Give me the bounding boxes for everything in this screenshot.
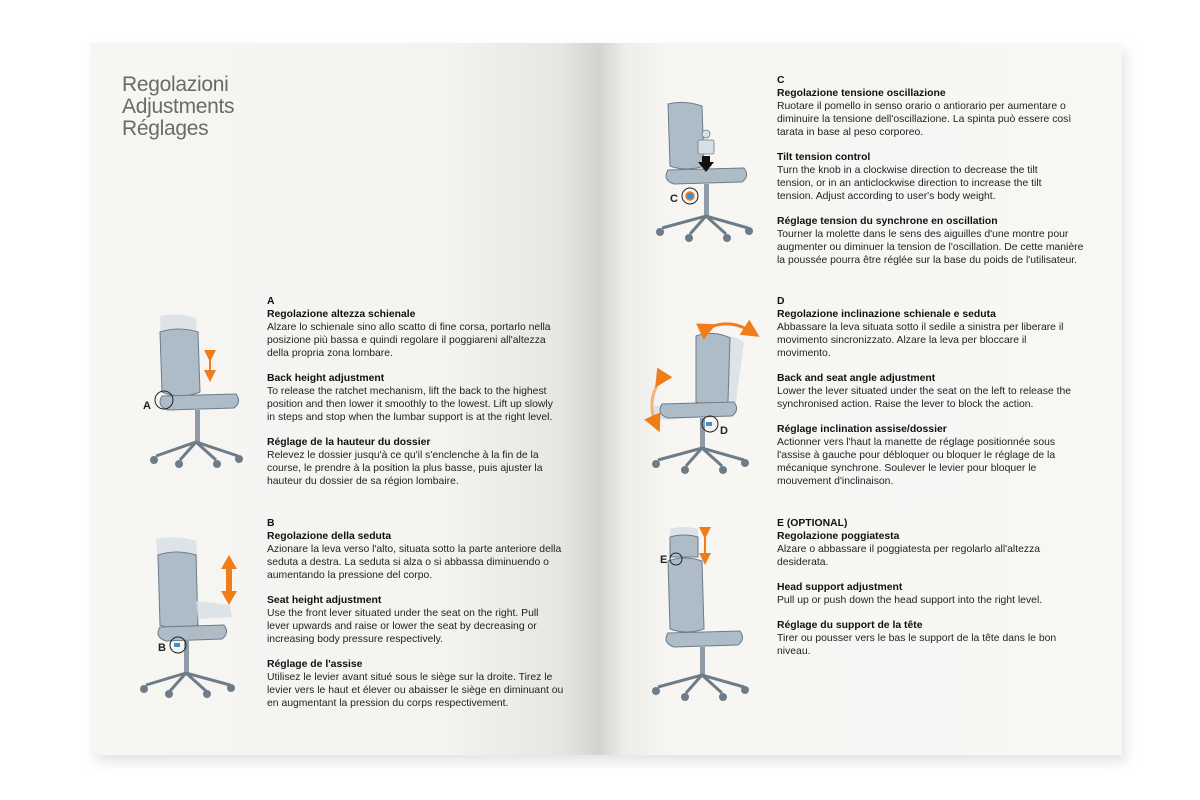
section-letter: D — [777, 296, 785, 307]
section-e — [777, 517, 1097, 658]
chair-illustration-a — [138, 310, 253, 475]
text-line: mouvement d'inclinaison. — [777, 476, 894, 487]
heading-fr: Réglage de l'assise — [267, 659, 363, 670]
heading-en: Back and seat angle adjustment — [777, 373, 936, 384]
section-letter: B — [267, 518, 275, 529]
text-line: Alzare lo schienale sino allo scatto di fine corsa, portarlo nella — [267, 322, 551, 333]
text-line: Tourner la molette dans le sens des aiguilles d'une montre pour — [777, 229, 1069, 240]
text-line: Relevez le dossier jusqu'à ce qu'il s'enclenche à la fin de la — [267, 450, 539, 461]
heading-it: Regolazione inclinazione schienale e seduta — [777, 309, 996, 320]
text-line: Turn the knob in a clockwise direction to decrease the tilt — [777, 165, 1038, 176]
text-line: in steps and stop when the lumbar support is at the right level. — [267, 412, 553, 423]
text-line: Azionare la leva verso l'alto, situata sotto la parte anteriore della — [267, 544, 562, 555]
heading-en: Tilt tension control — [777, 152, 871, 163]
text-line: course, le prendre à la position la plus basse, puis ajuster la — [267, 463, 543, 474]
figure-label-b: B — [158, 642, 166, 654]
heading-it: Regolazione della seduta — [267, 531, 392, 542]
figure-label-c: C — [670, 193, 678, 205]
heading-en: Head support adjustment — [777, 582, 903, 593]
heading-it: Regolazione poggiatesta — [777, 531, 900, 542]
text-line: tension. Adjust according to user's body weight. — [777, 191, 996, 202]
text-line: mécanique synchrone. Soulever le levier pour bloquer le — [777, 463, 1037, 474]
heading-en: Seat height adjustment — [267, 595, 382, 606]
text-line: synchronised action. Raise the lever to block the action. — [777, 399, 1034, 410]
section-letter: A — [267, 296, 275, 307]
text-line: Lower the lever situated under the seat on the left to release the — [777, 386, 1072, 397]
text-line: della propria zona lombare. — [267, 348, 393, 359]
text-line: Ruotare il pomello in senso orario o antiorario per aumentare o — [777, 101, 1066, 112]
text-line: l'assise à gauche pour débloquer ou bloquer le réglage de la — [777, 450, 1056, 461]
title-fr: Réglages — [122, 117, 209, 140]
text-line: Alzare o abbassare il poggiatesta per regolarlo all'altezza — [777, 544, 1041, 555]
heading-en: Back height adjustment — [267, 373, 385, 384]
text-line: Actionner vers l'haut la manette de réglage positionnée sous — [777, 437, 1056, 448]
title-en: Adjustments — [122, 95, 235, 118]
chair-illustration-b — [138, 535, 253, 700]
heading-it: Regolazione altezza schienale — [267, 309, 416, 320]
text-line: Tirer ou pousser vers le bas le support de la tête dans le bon — [777, 633, 1057, 644]
text-line: Pull up or push down the head support into the right level. — [777, 595, 1043, 606]
text-line: diminuire la tensione dell'oscillazione. La spinta può essere così — [777, 114, 1072, 125]
title-it: Regolazioni — [122, 73, 229, 96]
text-line: Abbassare la leva situata sotto il sedile a sinistra per liberare il — [777, 322, 1064, 333]
section-d — [777, 295, 1097, 488]
chair-illustration-e — [640, 525, 755, 705]
text-line: position and then lower it smoothly to the lowest. Lift up slowly — [267, 399, 553, 410]
text-line: posizione più bassa e quindi regolare il poggiareni all'altezza — [267, 335, 546, 346]
figure-label-d: D — [720, 425, 728, 437]
figure-label-e: E — [660, 554, 668, 566]
text-line: lever upwards and raise or lower the seat by decreasing or — [267, 621, 537, 632]
section-letter: C — [777, 75, 785, 86]
text-line: aumentando la pressione del corpo. — [267, 570, 433, 581]
chair-illustration-d — [640, 310, 765, 475]
text-line: augmenter ou diminuer la tension de l'oscillation. De cette manière — [777, 242, 1084, 253]
section-b — [267, 517, 577, 710]
text-line: hauteur du dossier de sa région lombaire. — [267, 476, 459, 487]
text-line: To release the ratchet mechanism, lift the back to the highest — [267, 386, 547, 397]
section-a — [267, 295, 577, 488]
heading-fr: Réglage tension du synchrone en oscillation — [777, 216, 998, 227]
text-line: seduta a destra. La seduta si alza o si abbassa diminuendo o — [267, 557, 549, 568]
text-line: movimento sincronizzato. Alzare la leva per bloccare il — [777, 335, 1027, 346]
text-line: tension, or in an anticlockwise direction to increase the tilt — [777, 178, 1042, 189]
page-title — [122, 74, 234, 140]
text-line: la poussée pourra être réglée sur la base du poids de l'utilisateur. — [777, 255, 1078, 266]
text-line: desiderata. — [777, 557, 829, 568]
text-line: increasing body pressure respectively. — [267, 634, 443, 645]
heading-fr: Réglage du support de la tête — [777, 620, 923, 631]
text-line: en augmentant la pression du corps respectivement. — [267, 698, 509, 709]
text-line: levier vers le haut et élever ou abaisser le siège en diminuant ou — [267, 685, 564, 696]
text-line: niveau. — [777, 646, 811, 657]
chair-illustration-c — [640, 100, 755, 250]
section-letter: E (OPTIONAL) — [777, 518, 848, 529]
text-line: Use the front lever situated under the seat on the right. Pull — [267, 608, 539, 619]
figure-label-a: A — [143, 400, 151, 412]
section-c — [777, 74, 1097, 267]
heading-it: Regolazione tensione oscillazione — [777, 88, 946, 99]
text-line: movimento. — [777, 348, 831, 359]
heading-fr: Réglage de la hauteur du dossier — [267, 437, 431, 448]
heading-fr: Réglage inclination assise/dossier — [777, 424, 947, 435]
text-line: Utilisez le levier avant situé sous le siège sur la droite. Tirez le — [267, 672, 553, 683]
text-line: tarata in base al peso corporeo. — [777, 127, 924, 138]
